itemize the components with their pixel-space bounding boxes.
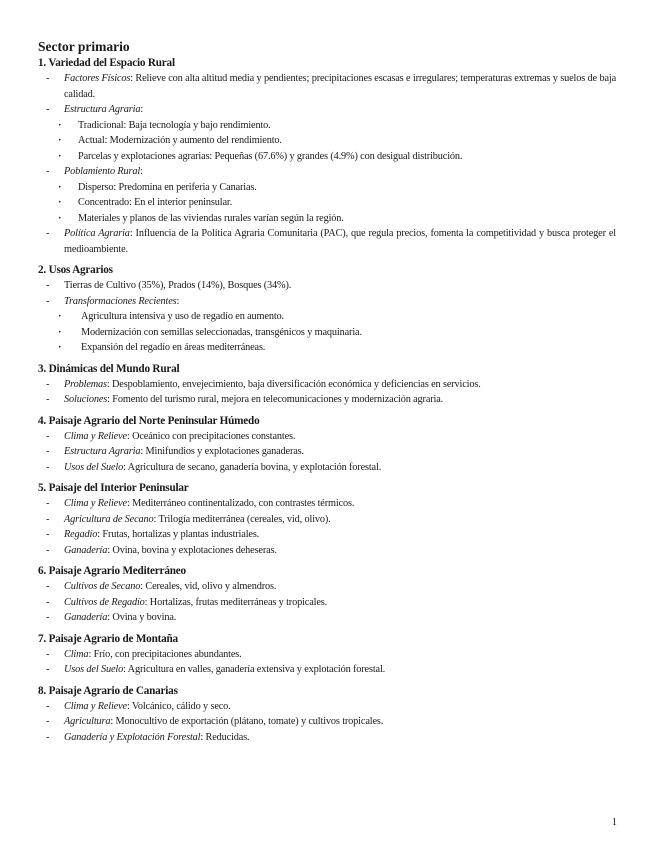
sub-list-item: · Expansión del regadío en áreas mediterráneas. xyxy=(38,340,616,356)
item-label: Clima xyxy=(64,648,89,660)
section-mediterraneo xyxy=(38,564,616,626)
bullet-list xyxy=(38,647,616,678)
list-item xyxy=(38,662,616,678)
bullet-list xyxy=(38,579,616,626)
item-label: Usos del Suelo xyxy=(64,664,124,675)
section-heading: 1. Variedad del Espacio Rural xyxy=(38,57,175,69)
section-heading: 6. Paisaje Agrario Mediterráneo xyxy=(38,565,186,577)
item-text: : Monocultivo de exportación (plátano, tomate) y cultivos tropicales. xyxy=(110,716,384,727)
item-label: Problemas xyxy=(64,378,107,390)
item-text: : Cereales, vid, olivo y almendros. xyxy=(140,581,277,592)
item-label: Clima y Relieve xyxy=(64,700,127,712)
item-label: Política Agraria xyxy=(64,228,130,239)
list-item xyxy=(38,460,616,476)
document-title: Sector primario xyxy=(38,39,130,54)
item-text: : Volcánico, cálido y seco. xyxy=(126,700,231,712)
list-item xyxy=(38,647,616,663)
sub-bullet-list xyxy=(38,118,616,165)
item-text: : Frío, con precipitaciones abundantes. xyxy=(88,648,242,660)
list-item xyxy=(38,699,616,715)
item-label: Usos del Suelo xyxy=(64,461,124,473)
list-item xyxy=(38,714,616,730)
item-text: : Fomento del turismo rural, mejora en telecomunicaciones y modernización agraria. xyxy=(107,394,444,405)
item-label: Clima y Relieve xyxy=(64,430,127,442)
list-item xyxy=(38,730,616,746)
list-item xyxy=(38,527,616,543)
section-heading: 4. Paisaje Agrario del Norte Peninsular Húmedo xyxy=(38,414,260,427)
section-dinamicas-mundo-rural xyxy=(38,362,616,408)
item-label: Cultivos de Regadío xyxy=(64,596,145,608)
sub-bullet-list xyxy=(38,309,616,356)
sub-list-item: · Tradicional: Baja tecnología y bajo rendimiento. xyxy=(38,118,616,134)
bullet-list xyxy=(38,164,616,180)
sub-list-item: · Concentrado: En el interior peninsular. xyxy=(38,195,616,211)
list-item xyxy=(38,294,616,310)
list-item xyxy=(38,392,616,408)
sub-list-item: · Parcelas y explotaciones agrarias: Pequeñas (67.6%) y grandes (4.9%) con desigual distribución. xyxy=(38,149,616,165)
item-text: : Minifundios y explotaciones ganaderas. xyxy=(140,446,304,457)
section-heading: 5. Paisaje del Interior Peninsular xyxy=(38,482,189,494)
sub-bullet-list xyxy=(38,180,616,227)
item-text: : Oceánico con precipitaciones constantes. xyxy=(126,430,296,442)
item-text: : Ovina, bovina y explotaciones deheseras. xyxy=(107,544,277,556)
list-item: - Tierras de Cultivo (35%), Prados (14%), Bosques (34%). xyxy=(38,278,616,294)
item-text: : Influencia de la Política Agraria Comunitaria (PAC), que regula precios, fomenta la competitividad y busca proteger el medioambiente. xyxy=(64,228,617,255)
item-label: Ganadería y Explotación Forestal xyxy=(64,731,201,743)
item-label: Ganadería xyxy=(64,544,108,556)
list-item xyxy=(38,595,616,611)
bullet-list xyxy=(38,278,616,309)
section-heading: 7. Paisaje Agrario de Montaña xyxy=(38,632,178,645)
bullet-list xyxy=(38,377,616,408)
item-label: Factores Físicos xyxy=(64,73,131,84)
sub-list-item: · Actual: Modernización y aumento del rendimiento. xyxy=(38,133,616,149)
sub-list-item: · Materiales y planos de las viviendas rurales varían según la región. xyxy=(38,211,616,227)
item-label: Estructura Agraria xyxy=(64,446,141,457)
section-heading: 3. Dinámicas del Mundo Rural xyxy=(38,362,180,375)
list-item xyxy=(38,579,616,595)
list-item xyxy=(38,496,616,512)
item-text: : Trilogía mediterránea (cereales, vid, olivo). xyxy=(153,513,331,525)
section-variedad-espacio-rural xyxy=(38,56,616,257)
item-label: Clima y Relieve xyxy=(64,498,127,509)
item-text: : xyxy=(140,166,143,177)
item-label: Ganadería xyxy=(64,612,108,623)
section-montana xyxy=(38,632,616,678)
document-page xyxy=(38,38,616,751)
item-label: Soluciones xyxy=(64,394,108,405)
item-label: Poblamiento Rural xyxy=(64,166,141,177)
section-usos-agrarios xyxy=(38,263,616,356)
bullet-list xyxy=(38,429,616,476)
section-canarias xyxy=(38,684,616,746)
item-text: : Agricultura en valles, ganadería extensiva y explotación forestal. xyxy=(123,664,386,675)
item-label: Estructura Agraria xyxy=(64,104,141,115)
item-text: : xyxy=(140,104,144,115)
sub-list-item: · Agricultura intensiva y uso de regadío en aumento. xyxy=(38,309,616,325)
item-text: : Relieve con alta altitud media y pendientes; precipitaciones escasas e irregulares; temperaturas extremas y suelos de baja calidad. xyxy=(64,73,616,100)
item-text: : Reducidas. xyxy=(200,731,250,743)
item-text: : Agricultura de secano, ganadería bovina, y explotación forestal. xyxy=(123,461,382,473)
item-text: : Mediterráneo continentalizado, con contrastes térmicos. xyxy=(126,498,355,509)
item-label: Agricultura de Secano xyxy=(64,513,154,525)
list-item xyxy=(38,377,616,393)
list-item xyxy=(38,543,616,559)
list-item xyxy=(38,164,616,180)
section-heading: 8. Paisaje Agrario de Canarias xyxy=(38,684,178,697)
item-text: : xyxy=(176,295,180,307)
list-item xyxy=(38,102,616,118)
item-label: Regadío xyxy=(64,529,98,540)
bullet-list xyxy=(38,496,616,558)
section-norte-peninsular-humedo xyxy=(38,414,616,476)
list-item xyxy=(38,429,616,445)
item-text: : Hortalizas, frutas mediterráneas y tropicales. xyxy=(144,596,328,608)
sub-list-item: · Disperso: Predomina en periferia y Canarias. xyxy=(38,180,616,196)
list-item xyxy=(38,512,616,528)
bullet-list xyxy=(38,699,616,746)
list-item xyxy=(38,71,616,102)
bullet-list xyxy=(38,226,616,257)
list-item xyxy=(38,610,616,626)
section-heading: 2. Usos Agrarios xyxy=(38,264,113,276)
page-number: 1 xyxy=(611,817,617,828)
item-label: Cultivos de Secano xyxy=(64,581,141,592)
sub-list-item: · Modernización con semillas seleccionadas, transgénicos y maquinaria. xyxy=(38,325,616,341)
item-label: Transformaciones Recientes xyxy=(64,295,177,307)
item-text: : Frutas, hortalizas y plantas industriales. xyxy=(97,529,260,540)
bullet-list xyxy=(38,71,616,118)
list-item xyxy=(38,444,616,460)
item-text: : Ovina y bovina. xyxy=(107,612,177,623)
section-interior-peninsular xyxy=(38,481,616,558)
item-label: Agricultura xyxy=(64,716,111,727)
list-item xyxy=(38,226,616,257)
item-text: : Despoblamiento, envejecimiento, baja diversificación económica y deficiencias en servicios. xyxy=(106,378,481,390)
